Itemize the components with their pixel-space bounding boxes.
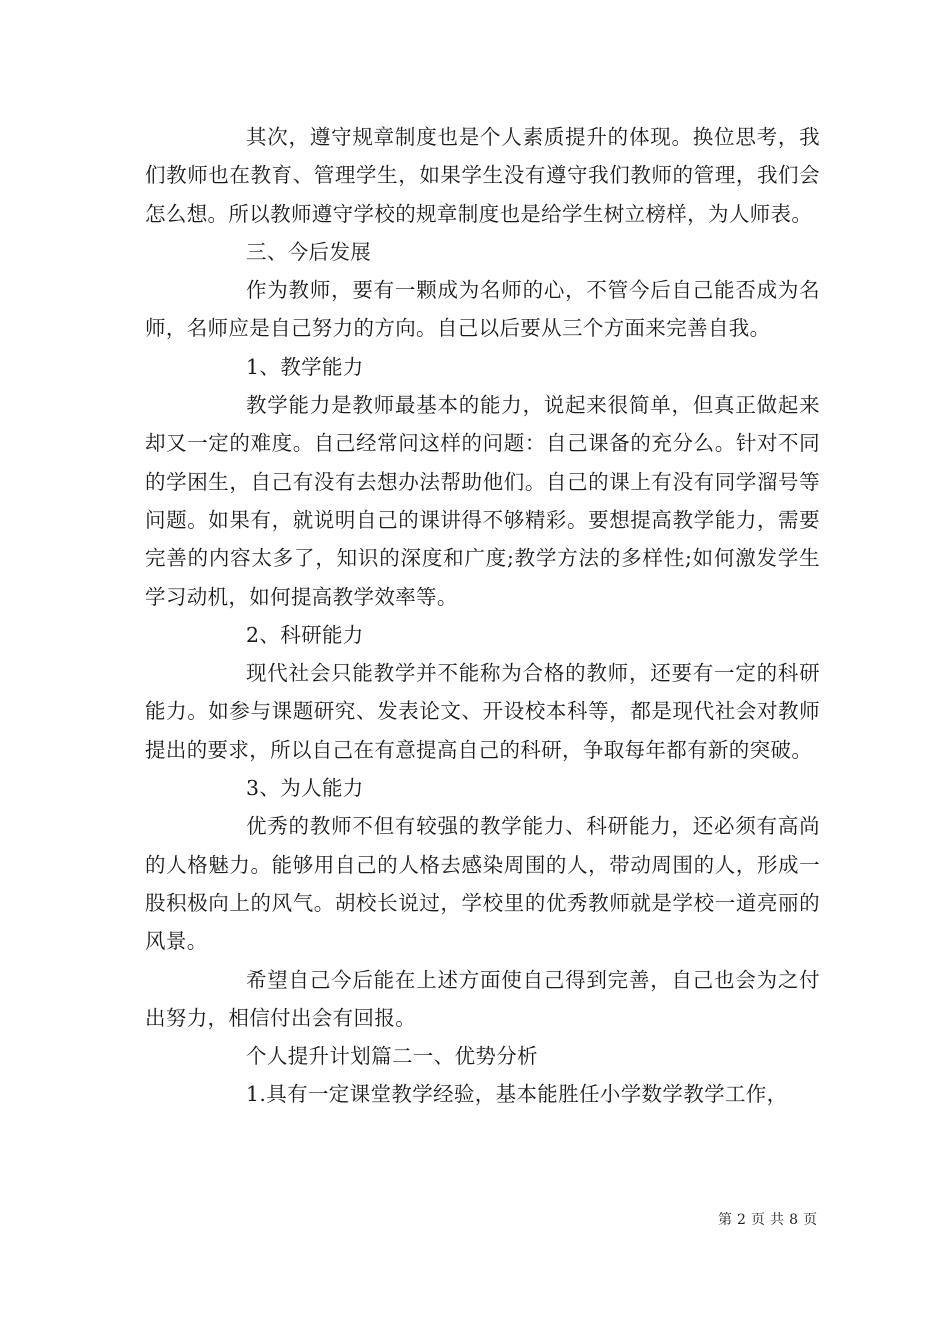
paragraph-rules: 其次，遵守规章制度也是个人素质提升的体现。换位思考，我们教师也在教育、管理学生，如果学生没有遵守我们教师的管理，我们会怎么想。所以教师遵守学校的规章制度也是给学生树立榜样，为人师表。 — [145, 125, 820, 226]
heading-teaching-ability: 1、教学能力 — [246, 354, 364, 379]
heading-plan-two: 个人提升计划篇二一、优势分析 — [246, 1044, 538, 1069]
page-number: 第 2 页 共 8 页 — [718, 1212, 818, 1228]
paragraph-personal-ability: 优秀的教师不但有较强的教学能力、科研能力，还必须有高尚的人格魅力。能够用自己的人格去感染周围的人，带动周围的人，形成一股积极向上的风气。胡校长说过，学校里的优秀教师就是学校一道亮丽的风景。 — [145, 814, 820, 954]
heading-personal-ability: 3、为人能力 — [246, 776, 364, 801]
document-body — [145, 118, 820, 1114]
heading-future-development: 三、今后发展 — [246, 239, 372, 264]
heading-research-ability: 2、科研能力 — [246, 622, 364, 647]
paragraph-famous-teacher: 作为教师，要有一颗成为名师的心，不管今后自己能否成为名师，名师应是自己努力的方向。自己以后要从三个方面来完善自我。 — [145, 278, 820, 341]
paragraph-teaching-ability: 教学能力是教师最基本的能力，说起来很简单，但真正做起来却又一定的难度。自己经常问这样的问题：自己课备的充分么。针对不同的学困生，自己有没有去想办法帮助他们。自己的课上有没有同学溜号等问题。如果有，就说明自己的课讲得不够精彩。要想提高教学能力，需要完善的内容太多了，知识的深度和广度;教学方法的多样性;如何激发学生学习动机，如何提高教学效率等。 — [145, 393, 820, 609]
paragraph-research-ability: 现代社会只能教学并不能称为合格的教师，还要有一定的科研能力。如参与课题研究、发表论文、开设校本科等，都是现代社会对教师提出的要求，所以自己在有意提高自己的科研，争取每年都有新的突破。 — [145, 661, 820, 762]
paragraph-advantage-1: 1.具有一定课堂教学经验，基本能胜任小学数学教学工作， — [246, 1082, 788, 1107]
paragraph-hope: 希望自己今后能在上述方面使自己得到完善，自己也会为之付出努力，相信付出会有回报。 — [145, 967, 820, 1030]
